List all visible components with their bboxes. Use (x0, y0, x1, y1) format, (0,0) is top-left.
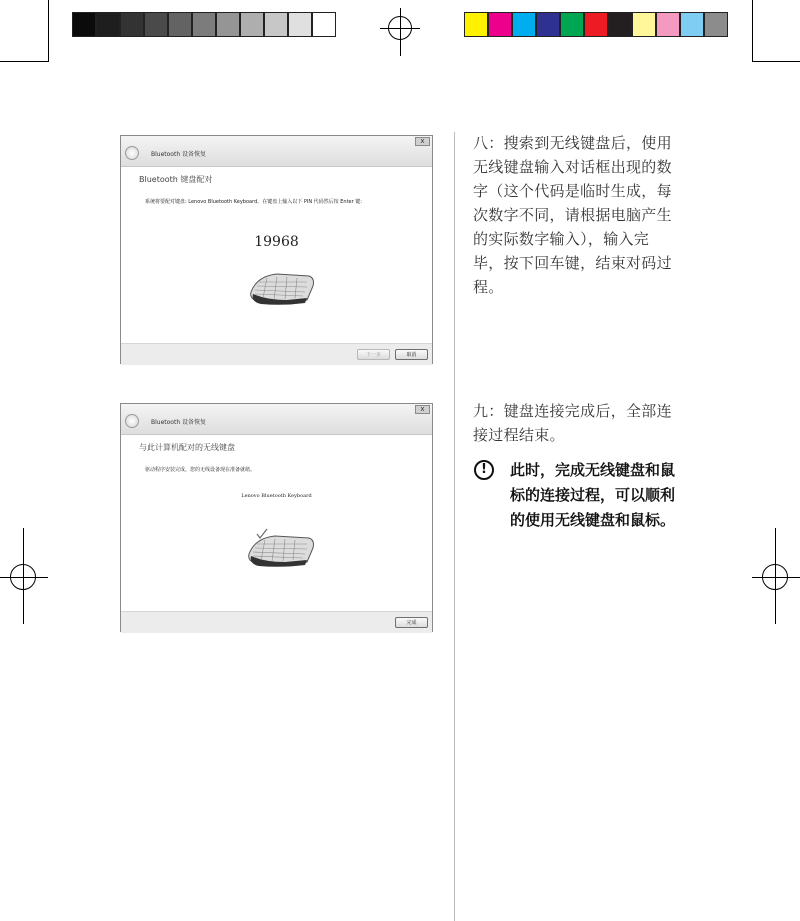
color-swatch (264, 12, 288, 37)
device-name: Lenovo Bluetooth Keyboard (241, 493, 312, 499)
dialog-heading: Bluetooth 键盘配对 (139, 175, 213, 184)
title-bar (121, 404, 432, 435)
color-swatch (536, 12, 560, 37)
back-arrow-icon[interactable] (125, 414, 139, 428)
keyboard-check-icon (245, 528, 317, 568)
color-swatch (288, 12, 312, 37)
color-swatch (584, 12, 608, 37)
keyboard-icon (247, 270, 317, 306)
close-button[interactable]: x (415, 405, 430, 414)
crop-mark (752, 0, 753, 62)
pairing-instruction: 系统将要配对键盘: Lenovo Bluetooth Keyboard。在键盘上输入以下 PIN 代码然后按 Enter 键: (145, 199, 362, 205)
step-9-text: 九：键盘连接完成后，全部连接过程结束。 (473, 402, 672, 444)
color-swatch (704, 12, 728, 37)
color-swatch (512, 12, 536, 37)
color-swatch (240, 12, 264, 37)
color-swatch (312, 12, 336, 37)
dialog-footer (121, 611, 432, 633)
cancel-button[interactable]: 取消 (395, 349, 428, 360)
color-swatch (488, 12, 512, 37)
color-swatch (632, 12, 656, 37)
dialog-footer (121, 343, 432, 365)
window-title: Bluetooth 设备恢复 (151, 151, 207, 158)
crop-mark (752, 61, 800, 62)
color-swatch (464, 12, 488, 37)
registration-mark (380, 8, 420, 48)
color-swatch (96, 12, 120, 37)
close-button[interactable]: x (415, 137, 430, 146)
registration-mark (752, 528, 800, 624)
note-text: 此时，完成无线键盘和鼠标的连接过程，可以顺利的使用无线键盘和鼠标。 (510, 461, 676, 529)
dialog-heading: 与此计算机配对的无线键盘 (139, 443, 235, 452)
color-swatch (680, 12, 704, 37)
color-swatch (608, 12, 632, 37)
color-swatch (168, 12, 192, 37)
crop-mark (0, 61, 48, 62)
crop-mark (48, 0, 49, 62)
pairing-complete-dialog (120, 403, 433, 632)
step-8-text: 八：搜索到无线键盘后，使用无线键盘输入对话框出现的数字（这个代码是临时生成，每次数字不同，请根据电脑产生的实际数字输入），输入完毕，按下回车键，结束对码过程。 (473, 134, 672, 296)
title-bar (121, 136, 432, 167)
color-swatch (656, 12, 680, 37)
warning-icon: ! (474, 460, 494, 480)
color-swatch (192, 12, 216, 37)
completion-message: 驱动程序安装完成。您的无线设备现在准备就绪。 (145, 467, 256, 473)
color-swatch (144, 12, 168, 37)
color-swatch (560, 12, 584, 37)
pairing-dialog (120, 135, 433, 364)
finish-button[interactable]: 完成 (395, 617, 428, 628)
color-swatch (120, 12, 144, 37)
color-swatch (72, 12, 96, 37)
color-swatch (216, 12, 240, 37)
window-title: Bluetooth 设备恢复 (151, 419, 207, 426)
back-arrow-icon[interactable] (125, 146, 139, 160)
next-button[interactable]: 下一步 (357, 349, 390, 360)
column-divider (454, 132, 455, 921)
registration-mark (0, 528, 48, 624)
pin-code: 19968 (254, 234, 299, 250)
